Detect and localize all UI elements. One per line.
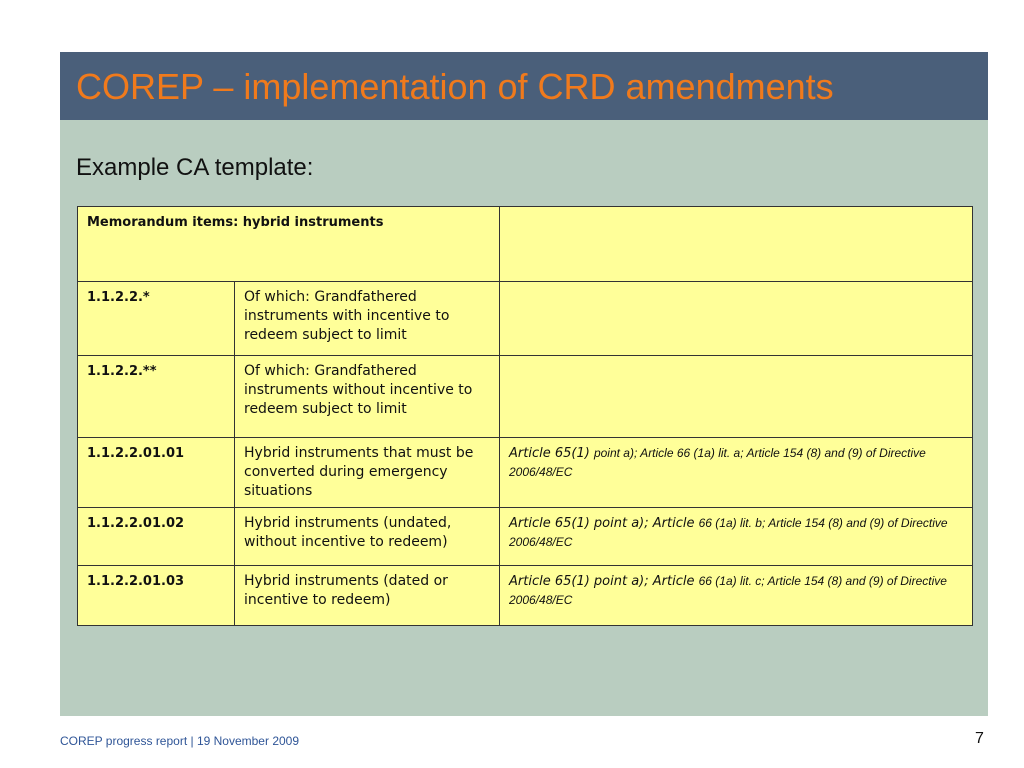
row-description: Of which: Grandfathered instruments with incentive to redeem subject to limit [235, 282, 500, 356]
row-reference-part-a: Article 65(1) point a); Article [509, 516, 699, 531]
slide-title: COREP – implementation of CRD amendments [76, 66, 834, 107]
row-reference-part-a: Article 65(1) point a); Article [509, 574, 699, 589]
row-reference [500, 566, 973, 626]
row-description: Of which: Grandfathered instruments without incentive to redeem subject to limit [235, 356, 500, 438]
row-code: 1.1.2.2.01.01 [78, 438, 235, 508]
row-reference-part-b: 66 (1a) lit. c; Article 154 (8) and (9) of Directive 2006/48/EC [509, 574, 947, 607]
row-reference-part-b: 66 (1a) lit. b; Article 154 (8) and (9) of Directive 2006/48/EC [509, 516, 948, 549]
row-description: Hybrid instruments that must be converted during emergency situations [235, 438, 500, 508]
row-code: 1.1.2.2.* [78, 282, 235, 356]
table-row [78, 282, 973, 356]
footer-text: COREP progress report | 19 November 2009 [60, 734, 300, 748]
slide-subtitle: Example CA template: [76, 154, 314, 181]
row-code: 1.1.2.2.01.03 [78, 566, 235, 626]
row-reference [500, 508, 973, 566]
row-description: Hybrid instruments (undated, without incentive to redeem) [235, 508, 500, 566]
row-reference [500, 438, 973, 508]
row-reference-part-a: Article 65(1) [509, 446, 594, 461]
page-number: 7 [975, 730, 984, 747]
row-reference-part-b: point a); Article 66 (1a) lit. a; Article 154 (8) and (9) of Directive 2006/48/EC [509, 446, 926, 479]
row-code: 1.1.2.2.01.02 [78, 508, 235, 566]
table-row [78, 566, 973, 626]
title-bar [60, 52, 988, 120]
row-code: 1.1.2.2.** [78, 356, 235, 438]
ca-template-table [77, 206, 973, 626]
row-description: Hybrid instruments (dated or incentive to redeem) [235, 566, 500, 626]
table-header-label: Memorandum items: hybrid instruments [78, 207, 500, 282]
content-area [60, 120, 988, 716]
table-header-empty-cell [500, 207, 973, 282]
row-reference [500, 282, 973, 356]
table-row [78, 438, 973, 508]
table-row [78, 508, 973, 566]
table-row [78, 356, 973, 438]
table-header-row [78, 207, 973, 282]
row-reference [500, 356, 973, 438]
